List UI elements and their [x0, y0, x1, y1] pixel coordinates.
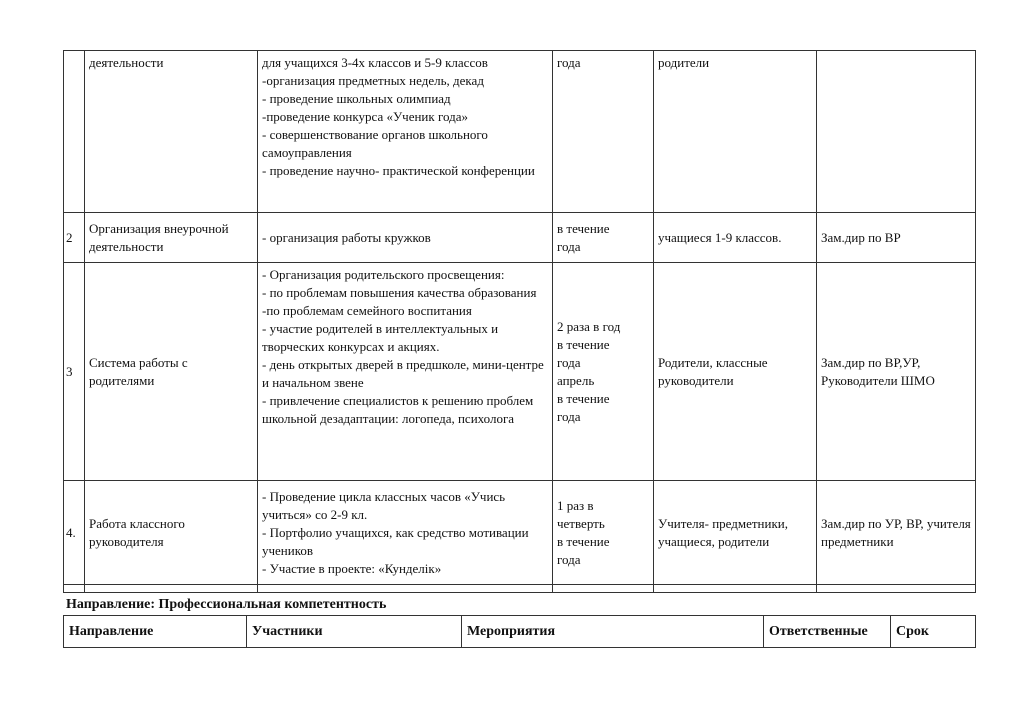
activities-cell: [258, 263, 553, 481]
responsible-cell: Зам.дир по ВР,УР, Руководители ШМО: [817, 263, 976, 481]
timing-cell: [553, 213, 654, 263]
timing-line: в течение: [557, 220, 610, 236]
row-number: [64, 51, 85, 213]
empty-cell: [654, 585, 817, 593]
table-row: [64, 213, 976, 263]
activities-cell: [258, 481, 553, 585]
responsible-cell: [817, 51, 976, 213]
participants-cell: Родители, классные руководители: [654, 263, 817, 481]
activity-line: -организация предметных недель, декад: [262, 73, 484, 88]
area-cell: Организация внеурочной деятельности: [85, 213, 258, 263]
timing-line: апрель: [557, 372, 595, 388]
table-row: [64, 481, 976, 585]
area-cell: Система работы с родителями: [85, 263, 258, 481]
timing-line: четверть: [557, 515, 605, 531]
row-number: 4.: [64, 481, 85, 585]
timing-cell: [553, 51, 654, 213]
empty-cell: [64, 585, 85, 593]
header-row: [64, 616, 976, 648]
table-row: [64, 263, 976, 481]
timing-line: года: [557, 238, 581, 254]
participants-cell: родители: [654, 51, 817, 213]
row-number: 2: [64, 213, 85, 263]
timing-cell: [553, 263, 654, 481]
row-number: 3: [64, 263, 85, 481]
header-deadline: Срок: [891, 616, 976, 648]
empty-cell: [85, 585, 258, 593]
activity-line: - Проведение цикла классных часов «Учись учиться» со 2-9 кл.: [262, 488, 506, 522]
plan-table: [63, 50, 976, 593]
header-participants: Участники: [247, 616, 462, 648]
table-row-continuation: [64, 585, 976, 593]
responsible-cell: Зам.дир по ВР: [817, 213, 976, 263]
competence-header-table: [63, 615, 976, 648]
table-row: [64, 51, 976, 213]
activity-line: - проведение школьных олимпиад: [262, 91, 451, 106]
timing-line: года: [557, 551, 581, 567]
empty-cell: [553, 585, 654, 593]
empty-cell: [817, 585, 976, 593]
activity-line: - участие родителей в интеллектуальных и творческих конкурсах и акциях.: [262, 321, 499, 354]
section-title: Направление: Профессиональная компетентность: [66, 597, 387, 612]
timing-line: в течение: [557, 336, 610, 352]
activity-line: для учащихся 3-4х классов и 5-9 классов: [262, 55, 488, 70]
activities-cell: [258, 213, 553, 263]
timing-cell: [553, 481, 654, 585]
responsible-cell: Зам.дир по УР, ВР, учителя предметники: [817, 481, 976, 585]
header-responsible: Ответственные: [764, 616, 891, 648]
empty-cell: [258, 585, 553, 593]
activity-line: -проведение конкурса «Ученик года»: [262, 109, 468, 124]
activities-cell: [258, 51, 553, 213]
activity-line: - Организация родительского просвещения:: [262, 267, 505, 282]
header-activities: Мероприятия: [462, 616, 764, 648]
timing-line: года: [557, 55, 581, 70]
timing-line: в течение: [557, 390, 610, 406]
timing-line: года: [557, 354, 581, 370]
activity-line: - совершенствование органов школьного самоуправления: [262, 127, 488, 160]
timing-line: 2 раза в год: [557, 318, 621, 334]
activity-line: - Портфолио учащихся, как средство мотивации учеников: [262, 524, 529, 558]
participants-cell: учащиеся 1-9 классов.: [654, 213, 817, 263]
area-cell: Работа классного руководителя: [85, 481, 258, 585]
activity-line: - Участие в проекте: «Кунделік»: [262, 560, 442, 576]
activity-line: - день открытых дверей в предшколе, мини-центре и начальном звене: [262, 357, 544, 390]
timing-line: 1 раз в: [557, 497, 594, 513]
area-cell: деятельности: [85, 51, 258, 213]
participants-cell: Учителя- предметники, учащиеся, родители: [654, 481, 817, 585]
activity-line: - по проблемам повышения качества образования: [262, 285, 537, 300]
activity-line: - организация работы кружков: [262, 229, 431, 245]
timing-line: года: [557, 408, 581, 424]
activity-line: - привлечение специалистов к решению проблем школьной дезадаптации: логопеда, психолога: [262, 393, 534, 426]
activity-line: - проведение научно- практической конференции: [262, 163, 535, 178]
activity-line: -по проблемам семейного воспитания: [262, 303, 472, 318]
timing-line: в течение: [557, 533, 610, 549]
header-direction: Направление: [64, 616, 247, 648]
